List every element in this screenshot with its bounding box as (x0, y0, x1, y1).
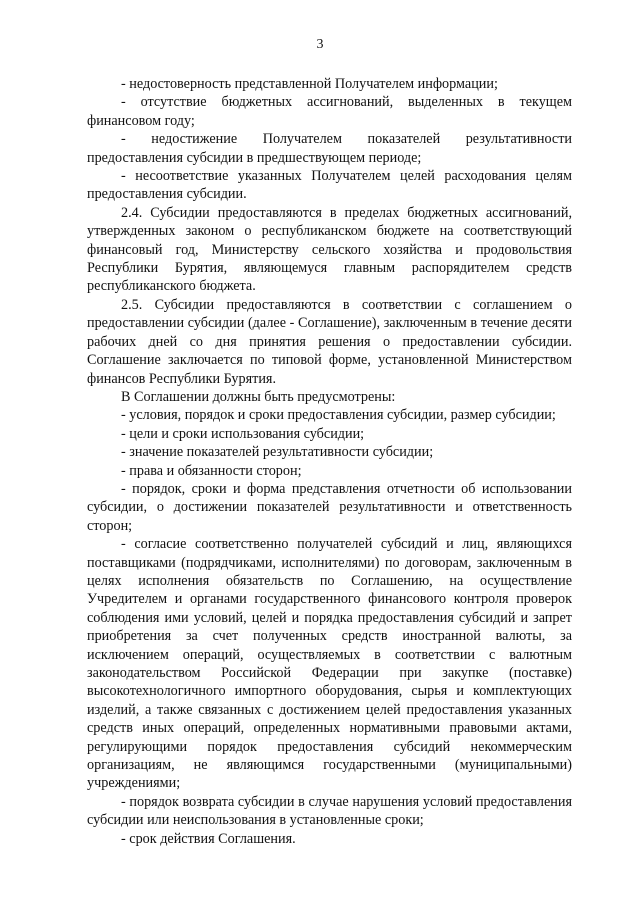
list-item-unreliable-info: - недостоверность представленной Получателем информации; (121, 76, 498, 92)
agreement-item-reporting: - порядок, сроки и форма представления отчетности об использовании субсидии, о достижении показателей результативности и ответственность сторон; (87, 480, 572, 534)
agreement-item-refund: - порядок возврата субсидии в случае нарушения условий предоставления субсидии или неиспользования в установленные сроки; (87, 793, 572, 829)
agreement-item-conditions: - условия, порядок и сроки предоставления субсидии, размер субсидии; (121, 407, 556, 424)
list-item-goal-mismatch: - несоответствие указанных Получателем целей расходования целям предоставления субсидии. (87, 168, 572, 203)
list-item-indicators-not-met: - недостижение Получателем показателей результативности предоставления субсидии в предшествующем периоде; (87, 131, 572, 166)
page-number: 3 (316, 37, 324, 52)
agreement-item-indicators: - значение показателей результативности субсидии; (121, 444, 434, 461)
clause-2-4: 2.4. Субсидии предоставляются в пределах бюджетных ассигнований, утвержденных законом о республиканском бюджете на соответствующий финансовый год, Министерству сельского хозяйства и продовольствия Республики Бурятия, являющемуся главным распорядителем средств республиканского бюджета. (87, 204, 572, 295)
document-body (87, 75, 572, 848)
agreement-item-rights: - права и обязанности сторон; (121, 462, 302, 479)
agreement-item-consent: - согласие соответственно получателей субсидий и лиц, являющихся поставщиками (подрядчиками, исполнителями) по договорам, заключенным в целях исполнения обязательств по Соглашению, на осуществление Учредителем и органами государственного финансового контроля проверок соблюдения ими условий, целей и порядка предоставления субсидий и запрет приобретения за счет полученных средств иностранной валюты, за исключением операций, осуществляемых в соответствии с валютным законодательством Российской Федерации при закупке (поставке) высокотехнологичного импортного оборудования, сырья и комплектующих изделий, а также связанных с достижением целей предоставления указанных средств иных операций, определенных нормативными правовыми актами, регулирующими порядок предоставления субсидий некоммерческим организациям, не являющимся государственными (муниципальными) учреждениями; (87, 536, 572, 792)
list-item-no-budget: - отсутствие бюджетных ассигнований, выделенных в текущем финансовом году; (87, 94, 572, 129)
agreement-intro: В Соглашении должны быть предусмотрены: (121, 388, 396, 405)
agreement-item-goals: - цели и сроки использования субсидии; (121, 425, 365, 442)
clause-2-5: 2.5. Субсидии предоставляются в соответствии с соглашением о предоставлении субсидии (далее - Соглашение), заключенным в течение десяти рабочих дней со дня принятия решения о предоставлении субсидии. Соглашение заключается по типовой форме, установленной Министерством финансов Республики Бурятия. (87, 296, 572, 387)
agreement-item-term: - срок действия Соглашения. (121, 830, 296, 847)
